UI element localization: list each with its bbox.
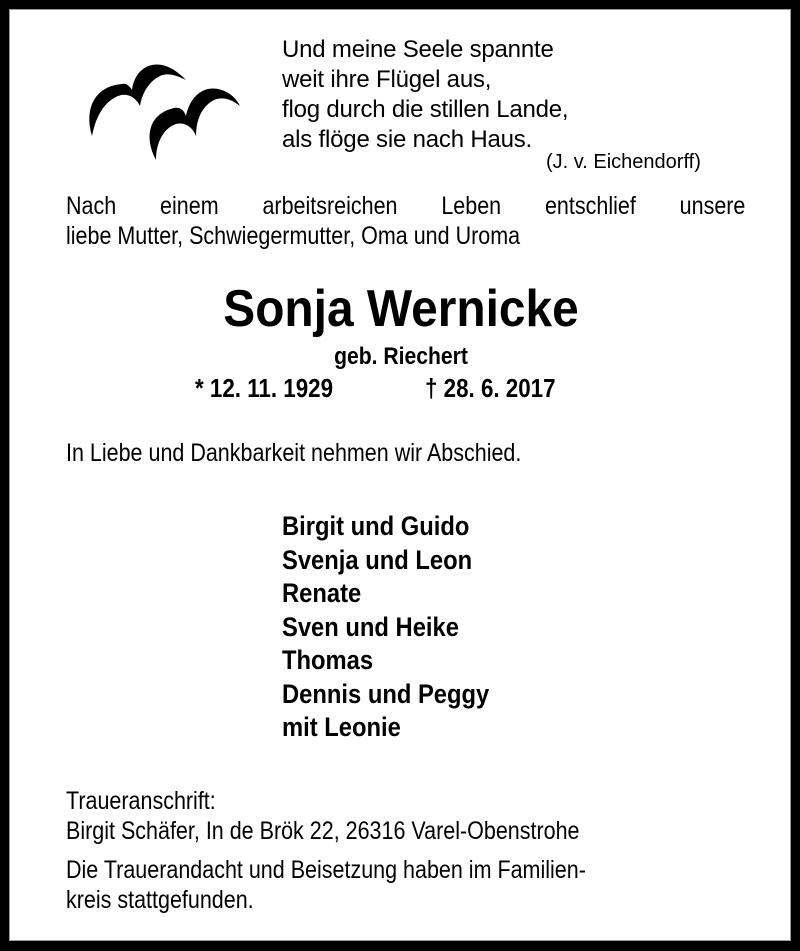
- poem-author: (J. v. Eichendorff): [546, 151, 701, 173]
- intro-line: Nach einem arbeitsreichen Leben entschlief unsere: [66, 192, 746, 220]
- family-list: [282, 510, 489, 745]
- family-member: mit Leonie: [282, 712, 401, 742]
- intro-line: liebe Mutter, Schwiegermutter, Oma und Uroma: [66, 222, 521, 250]
- death-date: † 28. 6. 2017: [425, 373, 556, 403]
- family-member: Thomas: [282, 645, 374, 675]
- deceased-name: Sonja Wernicke: [223, 280, 579, 338]
- poem: [282, 35, 568, 155]
- ceremony-line: Die Trauerandacht und Beisetzung haben im Familien-: [66, 856, 586, 884]
- family-member: Renate: [282, 578, 362, 608]
- birds-icon: [82, 50, 247, 170]
- family-member: Birgit und Guido: [282, 511, 470, 541]
- family-member: Svenja und Leon: [282, 544, 473, 575]
- ceremony-note: [66, 855, 586, 915]
- address-block: [66, 786, 580, 846]
- family-member: Sven und Heike: [282, 611, 459, 642]
- poem-line: flog durch die stillen Lande,: [282, 96, 569, 123]
- address-label: Traueranschrift:: [66, 787, 216, 815]
- poem-line: Und meine Seele spannte: [282, 36, 554, 63]
- poem-line: weit ihre Flügel aus,: [282, 66, 492, 93]
- farewell-text: In Liebe und Dankbarkeit nehmen wir Abschied.: [66, 439, 522, 467]
- ceremony-line: kreis stattgefunden.: [66, 886, 254, 914]
- poem-line: als flöge sie nach Haus.: [282, 126, 533, 153]
- birth-name: geb. Riechert: [334, 343, 468, 370]
- birth-date: * 12. 11. 1929: [195, 373, 334, 403]
- intro-text: [66, 191, 746, 251]
- family-member: Dennis und Peggy: [282, 678, 490, 709]
- address-value: Birgit Schäfer, In de Brök 22, 26316 Varel-Obenstrohe: [66, 817, 580, 845]
- obituary-notice: [9, 9, 791, 941]
